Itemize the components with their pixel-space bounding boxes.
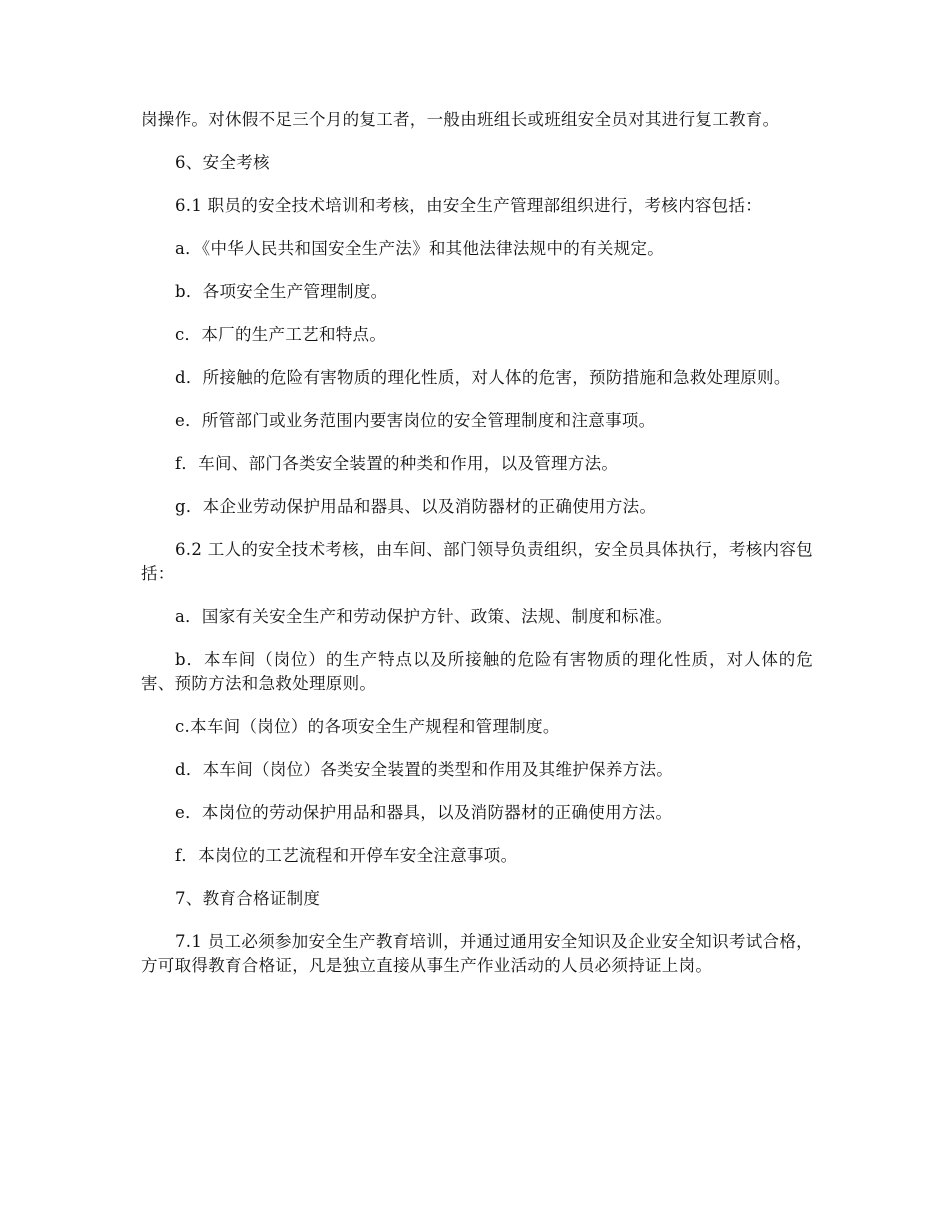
list-item-6-1-g: g．本企业劳动保护用品和器具、以及消防器材的正确使用方法。 xyxy=(175,497,657,516)
section-heading-6: 6、安全考核 xyxy=(175,153,270,172)
list-item-6-1-a: a．《中华人民共和国安全生产法》和其他法律法规中的有关规定。 xyxy=(175,239,665,258)
list-item-6-2-e: e．本岗位的劳动保护用品和器具，以及消防器材的正确使用方法。 xyxy=(175,803,673,822)
list-item-6-2-b: b．本车间（岗位）的生产特点以及所接触的危险有害物质的理化性质，对人体的危害、预防方法和急救处理原则。 xyxy=(141,650,813,693)
list-item-6-2-c: c.本车间（岗位）的各项安全生产规程和管理制度。 xyxy=(175,717,560,736)
list-item-6-1-f: f．车间、部门各类安全装置的种类和作用，以及管理方法。 xyxy=(175,454,619,473)
list-item-6-1-e: e．所管部门或业务范围内要害岗位的安全管理制度和注意事项。 xyxy=(175,411,656,430)
clause-7-1: 7.1 员工必须参加安全生产教育培训，并通过通用安全知识及企业安全知识考试合格，方可取得教育合格证，凡是独立直接从事生产作业活动的人员必须持证上岗。 xyxy=(141,932,813,975)
list-item-6-2-f: f．本岗位的工艺流程和开停车安全注意事项。 xyxy=(175,846,518,865)
list-item-6-2-a: a．国家有关安全生产和劳动保护方针、政策、法规、制度和标准。 xyxy=(175,607,673,626)
paragraph-continuation: 岗操作。对休假不足三个月的复工者，一般由班组长或班组安全员对其进行复工教育。 xyxy=(141,110,780,129)
list-item-6-1-b: b．各项安全生产管理制度。 xyxy=(175,282,388,301)
document-page xyxy=(141,108,813,978)
clause-6-1: 6.1 职员的安全技术培训和考核，由安全生产管理部组织进行，考核内容包括： xyxy=(175,196,763,215)
section-heading-7: 7、教育合格证制度 xyxy=(175,889,321,908)
clause-6-2: 6.2 工人的安全技术考核，由车间、部门领导负责组织，安全员具体执行，考核内容包括： xyxy=(141,540,813,583)
list-item-6-1-d: d．所接触的危险有害物质的理化性质，对人体的危害，预防措施和急救处理原则。 xyxy=(175,368,791,387)
list-item-6-1-c: c．本厂的生产工艺和特点。 xyxy=(175,325,387,344)
list-item-6-2-d: d．本车间（岗位）各类安全装置的类型和作用及其维护保养方法。 xyxy=(175,760,674,779)
